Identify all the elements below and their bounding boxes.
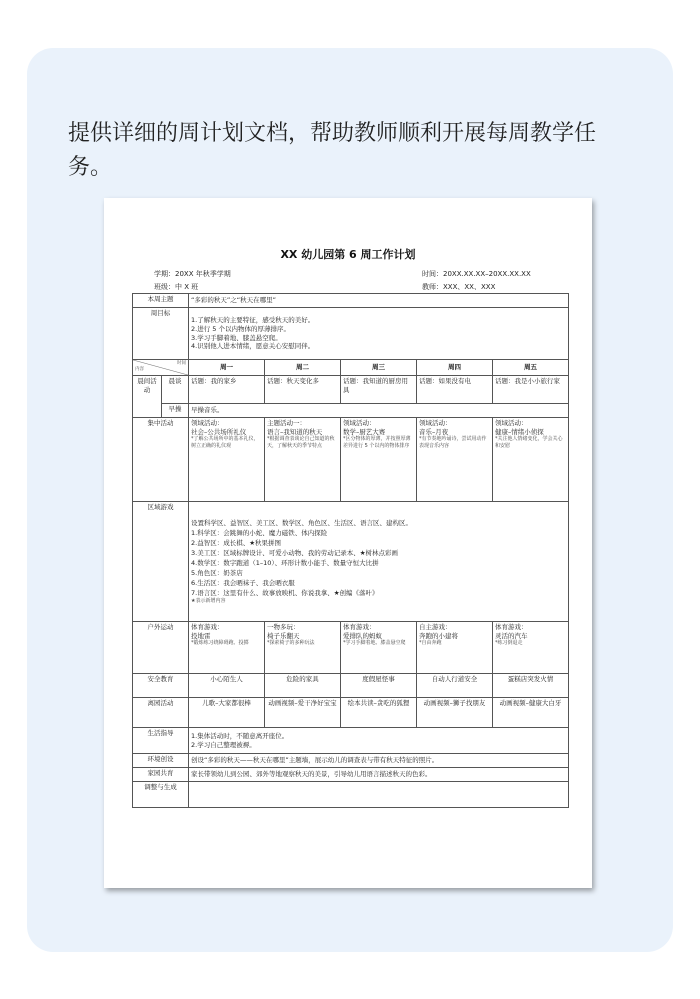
corner-content-label: 内容 <box>135 367 144 373</box>
adjust-value <box>189 782 569 808</box>
weekly-plan-table <box>132 293 569 808</box>
group-title: 领域活动： <box>419 419 452 427</box>
outdoor-content: 投地雷 <box>191 631 211 640</box>
goal-item: 1.了解秋天的主要特征，感受秋天的美好。 <box>191 316 315 325</box>
life-item: 2.学习自己整理被褥。 <box>191 740 256 749</box>
group-title: 领域活动： <box>343 419 376 427</box>
outdoor-cell <box>189 622 265 674</box>
goal-item: 3.学习手脚着地、膝盖悬空爬。 <box>191 333 282 342</box>
outdoor-label: 户外运动 <box>133 622 189 674</box>
area-item: 6.生活区：我会晒袜子、我会晒衣服 <box>191 579 295 587</box>
leave-cell: 儿歌–大家都很棒 <box>189 698 265 728</box>
group-content: 语言–我知道的秋天 <box>267 427 323 436</box>
day-wednesday: 周三 <box>341 360 417 376</box>
class-field: 班级：中 X 班 <box>154 283 199 291</box>
goals-label: 周目标 <box>133 308 189 360</box>
talk-label: 晨谈 <box>162 376 189 404</box>
adjust-row <box>133 782 569 808</box>
time-field: 时间：20XX.XX.XX–20XX.XX.XX <box>422 270 531 278</box>
safety-label: 安全教育 <box>133 674 189 698</box>
group-note: *有节奏地吟诵诗，尝试用动作表现音乐内容 <box>419 436 487 450</box>
life-row <box>133 728 569 754</box>
group-content: 社会–公共场所礼仪 <box>191 427 247 436</box>
safety-cell: 危险的家具 <box>265 674 341 698</box>
semester-field: 学期：20XX 年秋季学期 <box>154 270 231 278</box>
env-label: 环境创设 <box>133 754 189 768</box>
area-item: 3.美工区：区域标牌设计、可爱小动物、我的劳动记录本、★树林点彩画 <box>191 549 399 557</box>
group-cell <box>417 418 493 502</box>
goal-item: 4.识别他人进本情绪，愿意关心安慰同伴。 <box>191 342 315 351</box>
leave-row <box>133 698 569 728</box>
day-header-row <box>133 360 569 376</box>
exercise-value: 早操音乐。 <box>189 404 569 418</box>
outdoor-cell <box>493 622 569 674</box>
document-title: XX 幼儿园第 6 周工作计划 <box>280 248 416 261</box>
safety-cell: 蛋糕店突发火情 <box>493 674 569 698</box>
leave-label: 离园活动 <box>133 698 189 728</box>
group-note: *区分物体的厚薄，并按照厚薄差异进行 5 个以内的物体排序 <box>343 436 411 450</box>
adjust-label: 调整与生成 <box>133 782 189 808</box>
goals-list <box>189 308 569 360</box>
area-item: 5.角色区：奶茶店 <box>191 569 243 577</box>
leave-cell: 动画视频–健康大白牙 <box>493 698 569 728</box>
safety-cell: 小心陌生人 <box>189 674 265 698</box>
outdoor-title: 自主游戏： <box>419 623 452 631</box>
outdoor-row <box>133 622 569 674</box>
outdoor-content: 奔跑的小建将 <box>419 631 458 640</box>
life-list <box>189 728 569 754</box>
goals-row <box>133 308 569 360</box>
area-note: ★表示新增内容 <box>191 598 226 604</box>
group-note: *了解公共场所中的基本礼仪，树立正确的礼仪观 <box>191 436 259 450</box>
life-item: 1.集体活动时，不随意离开座位。 <box>191 731 289 740</box>
outdoor-note: *探索椅子的多种玩法 <box>267 640 315 647</box>
talk-cell: 话题：如果没有电 <box>417 376 493 404</box>
group-cell <box>189 418 265 502</box>
outdoor-cell <box>265 622 341 674</box>
morning-talk-row <box>133 376 569 404</box>
group-activity-row <box>133 418 569 502</box>
outdoor-content: 爱排队的蚂蚁 <box>343 631 382 640</box>
area-game-row <box>133 502 569 622</box>
day-friday: 周五 <box>493 360 569 376</box>
area-list <box>189 502 569 622</box>
group-cell <box>341 418 417 502</box>
area-item: 1.科学区：会跳舞的小蛇、魔力磁铁、体内探险 <box>191 529 328 537</box>
area-item: 设置科学区、益智区、美工区、数学区、角色区、生活区、语言区、建构区。 <box>191 519 412 527</box>
exercise-label: 早操 <box>162 404 189 418</box>
exercise-row <box>133 404 569 418</box>
document-paper <box>104 198 592 888</box>
group-note: *关注他人情绪变化，学会关心和安慰 <box>495 436 563 450</box>
outdoor-note: *锻炼练习绕障碍跑、投掷 <box>191 640 249 647</box>
outdoor-cell <box>417 622 493 674</box>
family-label: 家园共育 <box>133 768 189 782</box>
family-row <box>133 768 569 782</box>
outdoor-cell <box>341 622 417 674</box>
life-label: 生活指导 <box>133 728 189 754</box>
safety-cell: 自动人行道安全 <box>417 674 493 698</box>
corner-time-label: 时间 <box>177 361 186 366</box>
headline: 提供详细的周计划文档，帮助教师顺利开展每周教学任务。 <box>68 121 597 180</box>
leave-cell: 动画视频–狮子找朋友 <box>417 698 493 728</box>
group-note: *根据调查表谈论自己知道的秋天，了解秋天的季节特点 <box>267 436 335 450</box>
theme-value: “多彩的秋天”之“秋天在哪里” <box>189 294 569 308</box>
group-label: 集中活动 <box>133 418 189 502</box>
morning-label: 晨间活动 <box>133 376 162 418</box>
area-label: 区域游戏 <box>133 502 189 622</box>
talk-cell: 话题：我的家乡 <box>189 376 265 404</box>
safety-cell: 度假屋怪事 <box>341 674 417 698</box>
outdoor-note: *学习手脚着地、膝盖悬空爬 <box>343 640 406 647</box>
theme-label: 本周主题 <box>133 294 189 308</box>
env-row <box>133 754 569 768</box>
corner-cell <box>133 360 189 376</box>
group-title: 主题活动一： <box>267 419 306 427</box>
group-content: 数学–厨艺大赛 <box>343 427 386 436</box>
outdoor-title: 一物多玩： <box>267 623 300 631</box>
outdoor-title: 体育游戏： <box>343 623 376 631</box>
theme-row <box>133 294 569 308</box>
area-item: 7.语言区：这里有什么、故事放映机、你说我拿、★创编《落叶》 <box>191 589 379 597</box>
group-title: 领域活动： <box>191 419 224 427</box>
group-cell <box>493 418 569 502</box>
outdoor-content: 椅子乐翻天 <box>267 631 300 640</box>
talk-cell: 话题：我知道的厨房用具 <box>341 376 417 404</box>
group-title: 领域活动： <box>495 419 528 427</box>
outdoor-note: *自由奔跑 <box>419 640 442 647</box>
talk-cell: 话题：秋天变化多 <box>265 376 341 404</box>
day-thursday: 周四 <box>417 360 493 376</box>
day-monday: 周一 <box>189 360 265 376</box>
group-content: 音乐–月夜 <box>419 427 449 436</box>
env-value: 创设“多彩的秋天——秋天在哪里”主题墙，展示幼儿的调查表与带有秋天特征的照片。 <box>189 754 569 768</box>
outdoor-title: 体育游戏： <box>495 623 528 631</box>
outdoor-note: *练习倒退走 <box>495 640 523 647</box>
talk-cell: 话题：我是小小旅行家 <box>493 376 569 404</box>
area-item: 2.益智区：成长棋、★秋果拼图 <box>191 539 282 547</box>
group-content: 健康–情绪小侦探 <box>495 427 544 436</box>
group-cell <box>265 418 341 502</box>
leave-cell: 绘本共读–贪吃的狐狸 <box>341 698 417 728</box>
goal-item: 2.进行 5 个以内物体的厚薄排序。 <box>191 324 290 333</box>
area-item: 4.数学区：数字跑道（1–10）、环形计数小能手、数量守恒大比拼 <box>191 559 379 567</box>
teachers-field: 教师：XXX、XX、XXX <box>422 283 496 291</box>
outdoor-title: 体育游戏： <box>191 623 224 631</box>
safety-row <box>133 674 569 698</box>
leave-cell: 动画视频–爱干净好宝宝 <box>265 698 341 728</box>
day-tuesday: 周二 <box>265 360 341 376</box>
family-value: 家长带领幼儿到公园、郊外等地观察秋天的美景，引导幼儿用语言描述秋天的色彩。 <box>189 768 569 782</box>
outdoor-content: 灵活的汽车 <box>495 631 528 640</box>
